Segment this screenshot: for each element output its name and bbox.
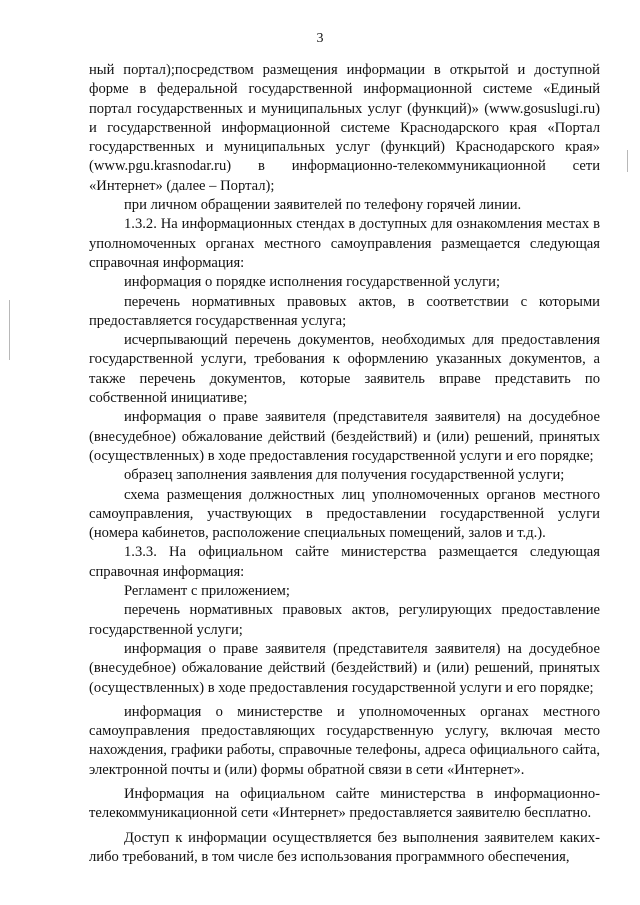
list-item-regulation: Регламент с приложением;	[124, 583, 290, 600]
list-item-regulating-acts: перечень нормативных правовых актов, регулирующих предоставление государственной услуги;	[89, 602, 600, 638]
paragraph-hotline: при личном обращении заявителей по телефону горячей линии.	[124, 197, 522, 214]
list-item-ministry-info: информация о министерстве и уполномоченных органах местного самоуправления предоставляющих государственную услугу, включая место нахождения, графики работы, справочные телефоны, адреса официального сайта, электронной почты и (или) формы обратной связи в сети «Интернет».	[89, 703, 600, 778]
paragraph-free-info: Информация на официальном сайте министерства в информационно-телекоммуникационной сети «Интернет» предоставляется заявителю бесплатно.	[89, 785, 600, 822]
list-item-legal-acts: перечень нормативных правовых актов, в соответствии с которыми предоставляется государственная услуга;	[89, 293, 600, 329]
list-item-documents: исчерпывающий перечень документов, необходимых для предоставления государственной услуги, требования к оформлению указанных документов, а также перечень документов, которые заявитель вправе представить по собственной инициативе;	[89, 332, 600, 407]
list-item-appeal-rights-site: информация о праве заявителя (представителя заявителя) на досудебное (внесудебное) обжалование действий (бездействий) и (или) решений, принятых (осуществленных) в ходе предоставления государственной услуги и его порядке;	[89, 640, 600, 696]
list-item-appeal-rights: информация о праве заявителя (представителя заявителя) на досудебное (внесудебное) обжалование действий (бездействий) и (или) решений, принятых (осуществленных) в ходе предоставления государственной услуги и его порядке;	[89, 409, 600, 464]
scan-edge-mark-right	[627, 150, 628, 172]
document-body	[89, 61, 600, 867]
paragraph-1-3-3: 1.3.3. На официальном сайте министерства размещается следующая справочная информация:	[89, 544, 600, 580]
scan-edge-mark-left	[9, 300, 10, 360]
page-number: 3	[316, 31, 324, 46]
list-item-officials-layout: схема размещения должностных лиц уполномоченных органов местного самоуправления, участвующих в предоставлении государственной услуги (номера кабинетов, расположение специальных помещений, залов и т.д.).	[89, 486, 600, 542]
paragraph-1-3-2: 1.3.2. На информационных стендах в доступных для ознакомления местах в уполномоченных органах местного самоуправления размещается следующая справочная информация:	[89, 216, 600, 271]
list-item-procedure-info: информация о порядке исполнения государственной услуги;	[124, 274, 500, 291]
list-item-application-sample: образец заполнения заявления для получения государственной услуги;	[124, 467, 565, 484]
paragraph-portal-continuation: ный портал);посредством размещения информации в открытой и доступной форме в федеральной государственной информационной системе «Единый портал государственных и муниципальных услуг (функций)» (www.gosuslugi.ru) и государственной информационной системе Краснодарского края «Портал государственных и муниципальных услуг (функций) Краснодарского края» (www.pgu.krasnodar.ru) в информационно-телекоммуникационной сети «Интернет» (далее – Портал);	[89, 62, 600, 194]
paragraph-access: Доступ к информации осуществляется без выполнения заявителем каких-либо требований, в том числе без использования программного обеспечения,	[89, 829, 600, 865]
